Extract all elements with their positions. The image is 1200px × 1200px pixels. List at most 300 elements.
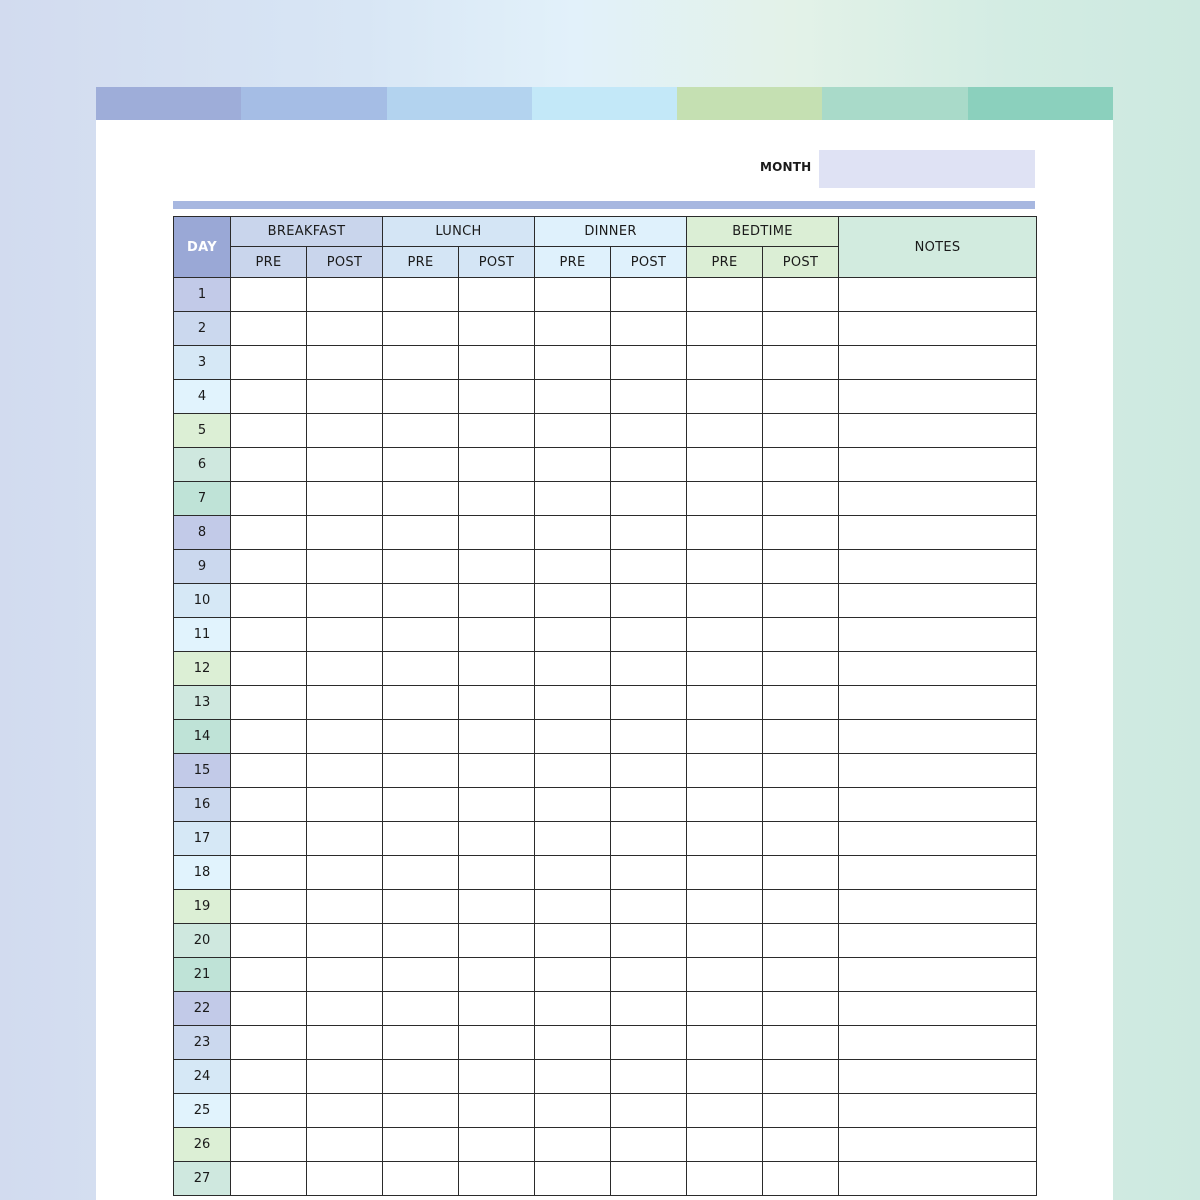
- lunch-post-cell[interactable]: [459, 1128, 535, 1162]
- table-row: [174, 788, 1037, 822]
- table-row: [174, 992, 1037, 1026]
- day-number: 6: [174, 448, 231, 482]
- lunch-post-header: POST: [459, 247, 535, 278]
- table-row: [174, 958, 1037, 992]
- breakfast-pre-cell[interactable]: [231, 822, 307, 856]
- breakfast-pre-cell[interactable]: [231, 992, 307, 1026]
- lunch-post-cell[interactable]: [459, 652, 535, 686]
- lunch-pre-cell[interactable]: [383, 1128, 459, 1162]
- breakfast-post-cell[interactable]: [307, 312, 383, 346]
- bedtime-pre-cell[interactable]: [687, 1094, 763, 1128]
- color-band-segment: [241, 87, 386, 120]
- table-row: [174, 346, 1037, 380]
- notes-cell[interactable]: [839, 822, 1037, 856]
- dinner-pre-cell[interactable]: [535, 1162, 611, 1196]
- bedtime-pre-cell[interactable]: [687, 278, 763, 312]
- notes-cell[interactable]: [839, 1162, 1037, 1196]
- dinner-post-cell[interactable]: [611, 550, 687, 584]
- breakfast-pre-cell[interactable]: [231, 686, 307, 720]
- breakfast-pre-cell[interactable]: [231, 958, 307, 992]
- notes-cell[interactable]: [839, 482, 1037, 516]
- color-band-segment: [677, 87, 822, 120]
- breakfast-post-cell[interactable]: [307, 482, 383, 516]
- bedtime-post-cell[interactable]: [763, 890, 839, 924]
- dinner-pre-cell[interactable]: [535, 482, 611, 516]
- bedtime-pre-cell[interactable]: [687, 958, 763, 992]
- bedtime-pre-cell[interactable]: [687, 924, 763, 958]
- dinner-post-cell[interactable]: [611, 414, 687, 448]
- dinner-pre-cell[interactable]: [535, 686, 611, 720]
- bedtime-pre-cell[interactable]: [687, 448, 763, 482]
- bedtime-pre-cell[interactable]: [687, 822, 763, 856]
- breakfast-post-cell[interactable]: [307, 516, 383, 550]
- breakfast-post-cell[interactable]: [307, 788, 383, 822]
- bedtime-post-cell[interactable]: [763, 448, 839, 482]
- bedtime-pre-cell[interactable]: [687, 1026, 763, 1060]
- bedtime-pre-cell[interactable]: [687, 992, 763, 1026]
- notes-cell[interactable]: [839, 720, 1037, 754]
- bedtime-post-cell[interactable]: [763, 346, 839, 380]
- day-number: 9: [174, 550, 231, 584]
- breakfast-post-cell[interactable]: [307, 652, 383, 686]
- blood-sugar-log-table: [173, 216, 1037, 1196]
- bedtime-post-cell[interactable]: [763, 992, 839, 1026]
- breakfast-post-cell[interactable]: [307, 346, 383, 380]
- lunch-pre-cell[interactable]: [383, 788, 459, 822]
- day-number: 19: [174, 890, 231, 924]
- dinner-post-cell[interactable]: [611, 312, 687, 346]
- breakfast-pre-header: PRE: [231, 247, 307, 278]
- breakfast-post-cell[interactable]: [307, 380, 383, 414]
- bedtime-post-cell[interactable]: [763, 1094, 839, 1128]
- table-row: [174, 516, 1037, 550]
- lunch-pre-cell[interactable]: [383, 312, 459, 346]
- bedtime-post-cell[interactable]: [763, 788, 839, 822]
- breakfast-post-cell[interactable]: [307, 958, 383, 992]
- bedtime-pre-cell[interactable]: [687, 414, 763, 448]
- breakfast-pre-cell[interactable]: [231, 346, 307, 380]
- dinner-pre-cell[interactable]: [535, 992, 611, 1026]
- dinner-pre-cell[interactable]: [535, 516, 611, 550]
- breakfast-post-cell[interactable]: [307, 890, 383, 924]
- dinner-pre-cell[interactable]: [535, 822, 611, 856]
- breakfast-post-cell[interactable]: [307, 1026, 383, 1060]
- dinner-post-cell[interactable]: [611, 1128, 687, 1162]
- notes-cell[interactable]: [839, 1128, 1037, 1162]
- lunch-post-cell[interactable]: [459, 992, 535, 1026]
- breakfast-post-cell[interactable]: [307, 720, 383, 754]
- breakfast-pre-cell[interactable]: [231, 890, 307, 924]
- breakfast-post-cell[interactable]: [307, 822, 383, 856]
- lunch-pre-cell[interactable]: [383, 380, 459, 414]
- notes-cell[interactable]: [839, 1060, 1037, 1094]
- notes-cell[interactable]: [839, 958, 1037, 992]
- lunch-pre-cell[interactable]: [383, 1026, 459, 1060]
- bedtime-post-cell[interactable]: [763, 1060, 839, 1094]
- dinner-post-cell[interactable]: [611, 822, 687, 856]
- notes-cell[interactable]: [839, 380, 1037, 414]
- lunch-post-cell[interactable]: [459, 346, 535, 380]
- dinner-post-cell[interactable]: [611, 652, 687, 686]
- lunch-post-cell[interactable]: [459, 312, 535, 346]
- table-row: [174, 482, 1037, 516]
- dinner-pre-cell[interactable]: [535, 618, 611, 652]
- lunch-post-cell[interactable]: [459, 822, 535, 856]
- dinner-pre-cell[interactable]: [535, 380, 611, 414]
- bedtime-post-cell[interactable]: [763, 856, 839, 890]
- dinner-pre-cell[interactable]: [535, 448, 611, 482]
- bedtime-post-cell[interactable]: [763, 822, 839, 856]
- breakfast-pre-cell[interactable]: [231, 1026, 307, 1060]
- dinner-post-cell[interactable]: [611, 1060, 687, 1094]
- table-row: [174, 890, 1037, 924]
- lunch-pre-cell[interactable]: [383, 482, 459, 516]
- dinner-pre-cell[interactable]: [535, 312, 611, 346]
- lunch-pre-cell[interactable]: [383, 924, 459, 958]
- dinner-post-cell[interactable]: [611, 924, 687, 958]
- color-band-segment: [968, 87, 1113, 120]
- dinner-pre-cell[interactable]: [535, 1128, 611, 1162]
- lunch-post-cell[interactable]: [459, 380, 535, 414]
- dinner-post-cell[interactable]: [611, 618, 687, 652]
- bedtime-post-cell[interactable]: [763, 516, 839, 550]
- lunch-post-cell[interactable]: [459, 1094, 535, 1128]
- dinner-post-cell[interactable]: [611, 380, 687, 414]
- bedtime-pre-cell[interactable]: [687, 516, 763, 550]
- notes-cell[interactable]: [839, 686, 1037, 720]
- bedtime-pre-cell[interactable]: [687, 856, 763, 890]
- day-number: 21: [174, 958, 231, 992]
- dinner-pre-cell[interactable]: [535, 550, 611, 584]
- dinner-post-cell[interactable]: [611, 516, 687, 550]
- notes-cell[interactable]: [839, 278, 1037, 312]
- dinner-pre-cell[interactable]: [535, 414, 611, 448]
- lunch-pre-cell[interactable]: [383, 754, 459, 788]
- lunch-pre-cell[interactable]: [383, 822, 459, 856]
- breakfast-post-header: POST: [307, 247, 383, 278]
- bedtime-post-cell[interactable]: [763, 414, 839, 448]
- lunch-pre-cell[interactable]: [383, 550, 459, 584]
- lunch-pre-cell[interactable]: [383, 516, 459, 550]
- breakfast-post-cell[interactable]: [307, 754, 383, 788]
- dinner-pre-cell[interactable]: [535, 788, 611, 822]
- dinner-pre-cell[interactable]: [535, 1026, 611, 1060]
- bedtime-pre-cell[interactable]: [687, 312, 763, 346]
- planner-page: [96, 87, 1113, 1200]
- breakfast-post-cell[interactable]: [307, 686, 383, 720]
- breakfast-pre-cell[interactable]: [231, 1060, 307, 1094]
- day-number: 8: [174, 516, 231, 550]
- lunch-post-cell[interactable]: [459, 448, 535, 482]
- breakfast-pre-cell[interactable]: [231, 754, 307, 788]
- dinner-pre-cell[interactable]: [535, 652, 611, 686]
- breakfast-post-cell[interactable]: [307, 924, 383, 958]
- bedtime-header: BEDTIME: [687, 217, 839, 247]
- bedtime-post-cell[interactable]: [763, 958, 839, 992]
- dinner-pre-cell[interactable]: [535, 754, 611, 788]
- breakfast-pre-cell[interactable]: [231, 448, 307, 482]
- bedtime-post-cell[interactable]: [763, 1162, 839, 1196]
- lunch-post-cell[interactable]: [459, 278, 535, 312]
- lunch-pre-cell[interactable]: [383, 720, 459, 754]
- bedtime-post-cell[interactable]: [763, 686, 839, 720]
- day-column-header: DAY: [174, 217, 231, 278]
- day-number: 10: [174, 584, 231, 618]
- lunch-pre-cell[interactable]: [383, 346, 459, 380]
- bedtime-post-header: POST: [763, 247, 839, 278]
- table-row: [174, 856, 1037, 890]
- breakfast-pre-cell[interactable]: [231, 1128, 307, 1162]
- breakfast-pre-cell[interactable]: [231, 924, 307, 958]
- lunch-post-cell[interactable]: [459, 1162, 535, 1196]
- breakfast-post-cell[interactable]: [307, 414, 383, 448]
- lunch-post-cell[interactable]: [459, 482, 535, 516]
- lunch-post-cell[interactable]: [459, 618, 535, 652]
- table-row: [174, 1094, 1037, 1128]
- lunch-pre-cell[interactable]: [383, 618, 459, 652]
- notes-cell[interactable]: [839, 890, 1037, 924]
- dinner-post-cell[interactable]: [611, 686, 687, 720]
- lunch-post-cell[interactable]: [459, 856, 535, 890]
- breakfast-post-cell[interactable]: [307, 1162, 383, 1196]
- notes-cell[interactable]: [839, 346, 1037, 380]
- dinner-post-cell[interactable]: [611, 754, 687, 788]
- bedtime-pre-cell[interactable]: [687, 482, 763, 516]
- bedtime-pre-cell[interactable]: [687, 346, 763, 380]
- day-number: 3: [174, 346, 231, 380]
- bedtime-post-cell[interactable]: [763, 278, 839, 312]
- dinner-pre-cell[interactable]: [535, 890, 611, 924]
- notes-cell[interactable]: [839, 992, 1037, 1026]
- breakfast-pre-cell[interactable]: [231, 516, 307, 550]
- lunch-post-cell[interactable]: [459, 924, 535, 958]
- dinner-post-cell[interactable]: [611, 958, 687, 992]
- lunch-header: LUNCH: [383, 217, 535, 247]
- table-row: [174, 1026, 1037, 1060]
- breakfast-pre-cell[interactable]: [231, 550, 307, 584]
- header-row-meals: [174, 217, 1037, 247]
- bedtime-pre-cell[interactable]: [687, 380, 763, 414]
- color-band-segment: [387, 87, 532, 120]
- lunch-post-cell[interactable]: [459, 754, 535, 788]
- lunch-pre-cell[interactable]: [383, 414, 459, 448]
- notes-cell[interactable]: [839, 516, 1037, 550]
- lunch-pre-cell[interactable]: [383, 584, 459, 618]
- bedtime-pre-cell[interactable]: [687, 720, 763, 754]
- bedtime-pre-cell[interactable]: [687, 550, 763, 584]
- bedtime-pre-cell[interactable]: [687, 1162, 763, 1196]
- lunch-pre-cell[interactable]: [383, 652, 459, 686]
- lunch-pre-cell[interactable]: [383, 686, 459, 720]
- table-row: [174, 686, 1037, 720]
- lunch-pre-cell[interactable]: [383, 856, 459, 890]
- table-row: [174, 448, 1037, 482]
- lunch-pre-cell[interactable]: [383, 1094, 459, 1128]
- bedtime-post-cell[interactable]: [763, 720, 839, 754]
- bedtime-pre-cell[interactable]: [687, 584, 763, 618]
- bedtime-post-cell[interactable]: [763, 652, 839, 686]
- bedtime-pre-cell[interactable]: [687, 618, 763, 652]
- notes-cell[interactable]: [839, 924, 1037, 958]
- dinner-post-cell[interactable]: [611, 584, 687, 618]
- notes-cell[interactable]: [839, 618, 1037, 652]
- bedtime-post-cell[interactable]: [763, 924, 839, 958]
- day-number: 13: [174, 686, 231, 720]
- lunch-pre-cell[interactable]: [383, 992, 459, 1026]
- bedtime-post-cell[interactable]: [763, 1128, 839, 1162]
- lunch-pre-cell[interactable]: [383, 448, 459, 482]
- day-number: 27: [174, 1162, 231, 1196]
- breakfast-pre-cell[interactable]: [231, 652, 307, 686]
- lunch-post-cell[interactable]: [459, 720, 535, 754]
- lunch-pre-cell[interactable]: [383, 958, 459, 992]
- breakfast-pre-cell[interactable]: [231, 1162, 307, 1196]
- lunch-post-cell[interactable]: [459, 788, 535, 822]
- lunch-pre-cell[interactable]: [383, 278, 459, 312]
- dinner-post-cell[interactable]: [611, 720, 687, 754]
- bedtime-pre-cell[interactable]: [687, 1128, 763, 1162]
- bedtime-post-cell[interactable]: [763, 380, 839, 414]
- lunch-post-cell[interactable]: [459, 1026, 535, 1060]
- bedtime-post-cell[interactable]: [763, 618, 839, 652]
- bedtime-pre-cell[interactable]: [687, 788, 763, 822]
- lunch-post-cell[interactable]: [459, 584, 535, 618]
- lunch-post-cell[interactable]: [459, 958, 535, 992]
- lunch-pre-cell[interactable]: [383, 1060, 459, 1094]
- breakfast-post-cell[interactable]: [307, 992, 383, 1026]
- notes-cell[interactable]: [839, 856, 1037, 890]
- breakfast-post-cell[interactable]: [307, 618, 383, 652]
- bedtime-pre-cell[interactable]: [687, 890, 763, 924]
- breakfast-pre-cell[interactable]: [231, 1094, 307, 1128]
- lunch-post-cell[interactable]: [459, 414, 535, 448]
- dinner-pre-cell[interactable]: [535, 1094, 611, 1128]
- table-row: [174, 414, 1037, 448]
- day-number: 1: [174, 278, 231, 312]
- dinner-post-cell[interactable]: [611, 992, 687, 1026]
- breakfast-pre-cell[interactable]: [231, 720, 307, 754]
- notes-cell[interactable]: [839, 312, 1037, 346]
- breakfast-pre-cell[interactable]: [231, 312, 307, 346]
- breakfast-post-cell[interactable]: [307, 1128, 383, 1162]
- table-row: [174, 720, 1037, 754]
- bedtime-pre-cell[interactable]: [687, 754, 763, 788]
- dinner-pre-cell[interactable]: [535, 584, 611, 618]
- bedtime-pre-cell[interactable]: [687, 686, 763, 720]
- day-number: 23: [174, 1026, 231, 1060]
- breakfast-pre-cell[interactable]: [231, 788, 307, 822]
- lunch-post-cell[interactable]: [459, 550, 535, 584]
- breakfast-pre-cell[interactable]: [231, 414, 307, 448]
- bedtime-post-cell[interactable]: [763, 312, 839, 346]
- dinner-post-cell[interactable]: [611, 788, 687, 822]
- breakfast-pre-cell[interactable]: [231, 584, 307, 618]
- month-label: MONTH: [760, 160, 812, 174]
- dinner-post-cell[interactable]: [611, 278, 687, 312]
- lunch-post-cell[interactable]: [459, 1060, 535, 1094]
- dinner-post-cell[interactable]: [611, 1094, 687, 1128]
- table-row: [174, 584, 1037, 618]
- table-row: [174, 1128, 1037, 1162]
- breakfast-pre-cell[interactable]: [231, 380, 307, 414]
- breakfast-post-cell[interactable]: [307, 1060, 383, 1094]
- breakfast-pre-cell[interactable]: [231, 618, 307, 652]
- table-row: [174, 380, 1037, 414]
- lunch-pre-cell[interactable]: [383, 890, 459, 924]
- dinner-post-cell[interactable]: [611, 890, 687, 924]
- table-row: [174, 550, 1037, 584]
- bedtime-post-cell[interactable]: [763, 754, 839, 788]
- notes-cell[interactable]: [839, 448, 1037, 482]
- header-divider: [173, 201, 1035, 209]
- breakfast-post-cell[interactable]: [307, 278, 383, 312]
- table-row: [174, 822, 1037, 856]
- bedtime-pre-header: PRE: [687, 247, 763, 278]
- dinner-pre-cell[interactable]: [535, 958, 611, 992]
- bedtime-post-cell[interactable]: [763, 584, 839, 618]
- dinner-post-cell[interactable]: [611, 448, 687, 482]
- lunch-post-cell[interactable]: [459, 890, 535, 924]
- dinner-pre-cell[interactable]: [535, 856, 611, 890]
- lunch-post-cell[interactable]: [459, 516, 535, 550]
- day-number: 2: [174, 312, 231, 346]
- notes-header: NOTES: [839, 217, 1037, 278]
- breakfast-pre-cell[interactable]: [231, 856, 307, 890]
- bedtime-post-cell[interactable]: [763, 1026, 839, 1060]
- bedtime-post-cell[interactable]: [763, 550, 839, 584]
- day-number: 4: [174, 380, 231, 414]
- dinner-post-cell[interactable]: [611, 346, 687, 380]
- dinner-pre-cell[interactable]: [535, 1060, 611, 1094]
- dinner-post-cell[interactable]: [611, 1162, 687, 1196]
- notes-cell[interactable]: [839, 1094, 1037, 1128]
- day-number: 5: [174, 414, 231, 448]
- breakfast-pre-cell[interactable]: [231, 278, 307, 312]
- dinner-pre-cell[interactable]: [535, 278, 611, 312]
- dinner-post-cell[interactable]: [611, 856, 687, 890]
- dinner-pre-cell[interactable]: [535, 720, 611, 754]
- notes-cell[interactable]: [839, 414, 1037, 448]
- breakfast-post-cell[interactable]: [307, 856, 383, 890]
- table-row: [174, 1060, 1037, 1094]
- lunch-pre-cell[interactable]: [383, 1162, 459, 1196]
- bedtime-pre-cell[interactable]: [687, 1060, 763, 1094]
- lunch-post-cell[interactable]: [459, 686, 535, 720]
- notes-cell[interactable]: [839, 550, 1037, 584]
- bedtime-pre-cell[interactable]: [687, 652, 763, 686]
- dinner-post-cell[interactable]: [611, 1026, 687, 1060]
- breakfast-post-cell[interactable]: [307, 550, 383, 584]
- notes-cell[interactable]: [839, 788, 1037, 822]
- table-row: [174, 1162, 1037, 1196]
- notes-cell[interactable]: [839, 584, 1037, 618]
- dinner-pre-cell[interactable]: [535, 346, 611, 380]
- bedtime-post-cell[interactable]: [763, 482, 839, 516]
- notes-cell[interactable]: [839, 1026, 1037, 1060]
- top-color-band: [96, 87, 1113, 120]
- notes-cell[interactable]: [839, 754, 1037, 788]
- dinner-post-cell[interactable]: [611, 482, 687, 516]
- breakfast-post-cell[interactable]: [307, 584, 383, 618]
- day-number: 15: [174, 754, 231, 788]
- breakfast-post-cell[interactable]: [307, 1094, 383, 1128]
- breakfast-post-cell[interactable]: [307, 448, 383, 482]
- breakfast-pre-cell[interactable]: [231, 482, 307, 516]
- notes-cell[interactable]: [839, 652, 1037, 686]
- table-row: [174, 278, 1037, 312]
- dinner-pre-cell[interactable]: [535, 924, 611, 958]
- month-field[interactable]: [819, 150, 1035, 188]
